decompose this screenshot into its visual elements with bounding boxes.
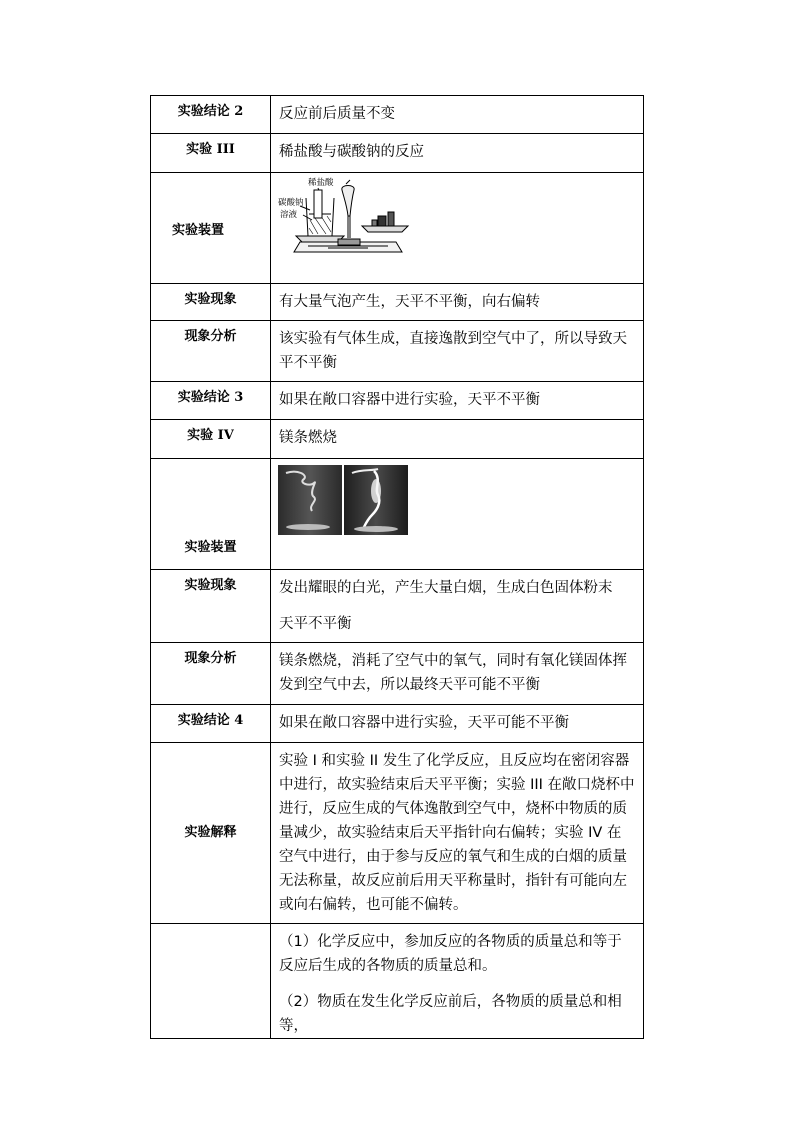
row-value-text: 反应前后质量不变 — [279, 106, 395, 122]
row-value-text: 如果在敞口容器中进行实验，天平不平衡 — [279, 392, 540, 408]
table-row — [151, 570, 644, 643]
row-label-text: 实验现象 — [184, 578, 237, 593]
row-label — [151, 96, 271, 134]
row-value — [271, 705, 644, 743]
row-value — [271, 382, 644, 420]
row-label — [151, 705, 271, 743]
table-row — [151, 96, 644, 134]
row-value — [271, 570, 644, 643]
row-value — [271, 459, 644, 570]
row-value-text: （1）化学反应中，参加反应的各物质的质量总和等于反应后生成的各物质的质量总和。 — [279, 934, 622, 974]
table-row — [151, 321, 644, 382]
table-row — [151, 743, 644, 924]
row-value-text: 稀盐酸与碳酸钠的反应 — [279, 144, 424, 160]
row-label — [151, 321, 271, 382]
row-label — [151, 570, 271, 643]
diagram-label-solution: 溶液 — [280, 210, 298, 220]
table-row — [151, 924, 644, 1039]
row-value — [271, 743, 644, 924]
table-row — [151, 705, 644, 743]
row-label — [151, 382, 271, 420]
row-label-text: 现象分析 — [184, 329, 237, 344]
table-row — [151, 382, 644, 420]
experiment-table — [150, 95, 644, 1039]
row-label-text: 现象分析 — [184, 651, 237, 666]
table-row — [151, 459, 644, 570]
row-value — [271, 96, 644, 134]
row-value-text: 有大量气泡产生，天平不平衡，向右偏转 — [279, 294, 540, 310]
row-value-text: 该实验有气体生成，直接逸散到空气中了，所以导致天平不平衡 — [279, 331, 627, 371]
row-value — [271, 134, 644, 173]
row-value — [271, 924, 644, 1039]
row-value-text: 如果在敞口容器中进行实验，天平可能不平衡 — [279, 715, 569, 731]
row-label — [151, 643, 271, 705]
diagram-label-sodium-carbonate: 碳酸钠 — [278, 198, 304, 208]
row-label — [151, 924, 271, 1039]
row-value — [271, 173, 644, 284]
row-label-text: 实验结论 4 — [177, 713, 244, 728]
row-label — [151, 743, 271, 924]
row-value-text: 实验 I 和实验 II 发生了化学反应，且反应均在密闭容器中进行，故实验结束后天平平衡；实验 III 在敞口烧杯中进行，反应生成的气体逸散到空气中，烧杯中物质的质量减少，故实验结束后天平指针向右偏转；实验 IV 在空气中进行，由于参与反应的氧气和生成的白烟的质量无法称量，故反应前后用天平称量时，指针有可能向左或向右偏转，也可能不偏转。 — [279, 753, 635, 913]
table-row — [151, 134, 644, 173]
row-value-text-2: 天平不平衡 — [279, 616, 352, 632]
row-label-text: 实验结论 3 — [177, 390, 244, 405]
row-label-text: 实验 III — [186, 142, 235, 157]
table-row — [151, 173, 644, 284]
row-label-text: 实验装置 — [184, 540, 237, 555]
row-label — [151, 420, 271, 459]
row-value-text-2: （2）物质在发生化学反应前后，各物质的质量总和相等， — [279, 994, 622, 1034]
row-label — [151, 459, 271, 570]
row-label — [151, 134, 271, 173]
row-value-text: 发出耀眼的白光，产生大量白烟，生成白色固体粉末 — [279, 580, 613, 596]
row-value — [271, 643, 644, 705]
row-label-text: 实验 IV — [187, 428, 234, 443]
row-value-text: 镁条燃烧，消耗了空气中的氧气，同时有氧化镁固体挥发到空气中去，所以最终天平可能不平衡 — [279, 653, 627, 693]
row-label-text — [151, 924, 270, 930]
row-value — [271, 284, 644, 321]
row-value-text: 镁条燃烧 — [279, 430, 337, 446]
row-value — [271, 420, 644, 459]
row-label-text: 实验装置 — [171, 222, 224, 238]
magnesium-burning-photos — [278, 465, 408, 535]
table-row — [151, 643, 644, 705]
row-label-text: 实验结论 2 — [177, 104, 244, 119]
row-label — [151, 284, 271, 321]
row-label-text: 实验现象 — [184, 292, 237, 307]
diagram-label-acid: 稀盐酸 — [308, 178, 334, 188]
row-label-text: 实验解释 — [184, 824, 237, 840]
table-row — [151, 284, 644, 321]
row-value — [271, 321, 644, 382]
row-label — [151, 173, 271, 284]
table-row — [151, 420, 644, 459]
balance-apparatus-diagram — [278, 176, 418, 256]
